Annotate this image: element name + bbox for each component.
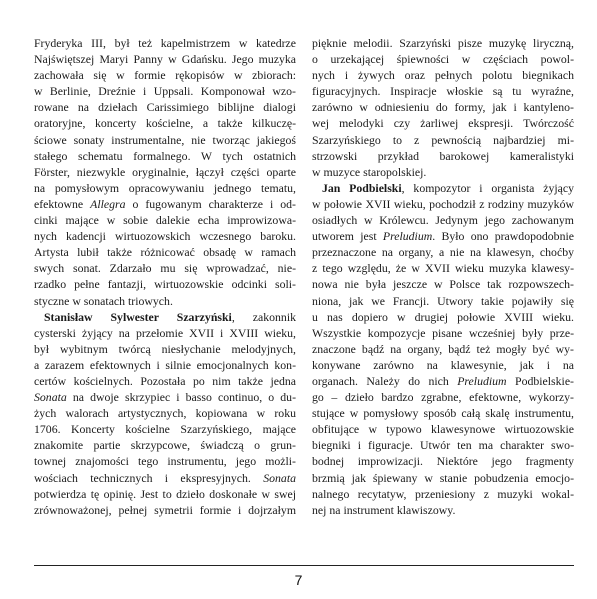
text-line: pięknie melodii. Szarzyński pisze muzykę liryczną,	[312, 36, 574, 50]
text-line	[34, 196, 296, 212]
text-line: oratoryjne, koncerty kościelne, a także kilkuczę-	[34, 116, 296, 131]
text-line: potwierdza tę opinię. Jest to dzieło doskonałe w swej	[34, 486, 296, 501]
work-title: Sonata	[34, 390, 67, 405]
text-line: zrównoważonej, pełnej symetrii formie i dojrzałym	[34, 502, 296, 517]
text-line: był wybitnym twórcą niesłychanie melodyjnych,	[34, 341, 296, 356]
text-segment: , zakonnik	[231, 309, 296, 324]
text-line: Förster, niezwykle oryginalnie, łączył części oparte	[34, 164, 296, 179]
page-number: 7	[294, 572, 303, 588]
text-line: zarówno w odniesieniu do formy, jak i kantyleno-	[312, 100, 574, 115]
text-line: żych walorach artystycznych, kopiowana w roku	[34, 406, 296, 421]
text-line: figuracyjnych. Inspiracje włoskie są tu wyraźne,	[312, 84, 574, 99]
text-line: nych i żywych oraz pełnych polotu biegnikach	[312, 68, 574, 83]
text-line: Fryderyka III, był też kapelmistrzem w katedrze	[34, 36, 296, 50]
text-segment: na dwoje skrzypiec i basso continuo, o du-	[66, 390, 296, 405]
text-line: 1706. Koncerty kościelne Szarzyńskiego, mające	[34, 422, 296, 437]
text-line: biegniki i figuracje. Utwór ten ma charakter swo-	[312, 438, 574, 453]
text-segment: utworem jest	[312, 229, 383, 244]
text-line: swych sonat. Zdarzało mu się wprowadzać, nie-	[34, 261, 296, 276]
text-line: w muzyce staropolskiej.	[312, 164, 427, 179]
text-line: stujące w pomysłowy sposób całą skalę instrumentu,	[312, 406, 574, 421]
text-line: go – dzieło bardzo zgrabne, efektowne, wykorzy-	[312, 390, 574, 405]
text-line: znaczone bądź na organy, bądź też mogły być wy-	[312, 341, 574, 356]
text-line: stałego schematu formalnego. W tych ostatnich	[34, 148, 296, 163]
composer-name: Stanisław Sylwester Szarzyński	[44, 309, 232, 324]
text-segment: Podbielskie-	[506, 373, 574, 388]
text-line: rowane na dziełach Carissimiego biblijne dialogi	[34, 100, 296, 115]
text-line: Artysta lubił także różnicować obsadę w ramach	[34, 245, 296, 260]
text-line	[312, 228, 574, 244]
text-line: rzadko pełne fantazji, wirtuozowskie odcinki soli-	[34, 277, 296, 292]
work-title: Preludium	[457, 373, 507, 388]
text-line: Szarzyńskiego to z pewnością najbardziej mi-	[312, 132, 574, 147]
text-line: zachowała się w formie rękopisów w zbiorach:	[34, 68, 296, 83]
text-line: wej melodyki czy żarliwej ekspresji. Twórczość	[312, 116, 574, 131]
text-line: a zarazem efektownych i silnie emocjonalnych kon-	[34, 357, 296, 372]
text-segment: wościach technicznych i ekspresyjnych.	[34, 470, 264, 485]
text-segment: o fugowanym charakterze i od-	[125, 196, 296, 211]
text-line: u nas dopiero w drugiej połowie XVIII wieku.	[312, 309, 574, 324]
text-line: townej znajomości tego instrumentu, jego możli-	[34, 454, 296, 469]
text-line: cysterski żyjący na przełomie XVII i XVIII wieku,	[34, 325, 296, 340]
text-line: w połowie XVII wieku, pochodził z rodziny muzyków	[312, 196, 574, 211]
work-title: Sonata	[263, 470, 296, 485]
text-line: o urzekającej śpiewności w częściach powol-	[312, 52, 574, 67]
text-line: na pomysłowym opracowywaniu jednego tematu,	[34, 180, 296, 195]
text-line: w Berlinie, Dreźnie i Uppsali. Komponował wzo-	[34, 84, 296, 99]
text-line	[34, 470, 296, 486]
work-title: Allegra	[90, 196, 126, 211]
text-segment: organach. Należy do nich	[312, 373, 458, 388]
text-line: osiadłych w Królewcu. Jedynym jego zachowanym	[312, 213, 574, 228]
text-line: Wszystkie kompozycje pisane wcześniej były prze-	[312, 325, 574, 340]
text-line: Najświętszej Maryi Panny w Gdańsku. Jego muzyka	[34, 52, 296, 67]
text-line: niona, jak we Francji. Utwory takie pojawiły się	[312, 293, 574, 308]
text-line: styczne w sonatach triowych.	[34, 293, 173, 308]
text-line: znakomite partie skrzypcowe, świadczą o grun-	[34, 438, 296, 453]
text-segment: . Było ono prawdopodobnie	[432, 229, 574, 244]
text-line	[34, 389, 296, 405]
composer-name: Jan Podbielski	[322, 180, 402, 195]
text-line: bodnej improwizacji. Niektóre jego fragmenty	[312, 454, 574, 469]
work-title: Preludium	[382, 229, 433, 244]
right-text-column	[312, 35, 574, 518]
text-line: konywane zarówno na klawesynie, jak i na	[312, 357, 574, 372]
text-line: z tego względu, że w XVII wieku muzyka klawesy-	[312, 261, 574, 276]
text-segment: , kompozytor i organista żyjący	[401, 180, 574, 195]
text-line	[34, 309, 296, 325]
text-line: certów kościelnych. Pozostała po nim także jedna	[34, 373, 296, 388]
text-line: nej na instrument klawiszowy.	[312, 502, 456, 517]
text-line	[312, 180, 574, 196]
text-line: strzowski przykład barokowej kameralistyki	[312, 148, 574, 163]
footer-rule	[34, 565, 574, 566]
text-line: cinki mające w sobie dalekie echa improwizowa-	[34, 213, 296, 228]
text-line: obfitujące w typowo klawesynowe wirtuozowskie	[312, 422, 574, 437]
text-line: ściowe sonaty instrumentalne, nie tworząc jakiegoś	[34, 132, 296, 147]
text-segment: efektowne	[34, 196, 91, 211]
text-line: nalnego recytatyw, przeniesiony z muzyki wokal-	[312, 486, 574, 501]
text-line: przeznaczone na organy, a nie na klawesyn, choćby	[312, 245, 574, 260]
text-line: brzmią jak śpiewany w stanie pobudzenia emocjo-	[312, 470, 574, 485]
text-line	[312, 373, 574, 389]
text-line: nowa nie była jeszcze w Polsce tak rozpowszech-	[312, 277, 574, 292]
left-text-column	[34, 35, 296, 518]
text-line: nych kadencji wirtuozowskich wczesnego baroku.	[34, 229, 296, 244]
